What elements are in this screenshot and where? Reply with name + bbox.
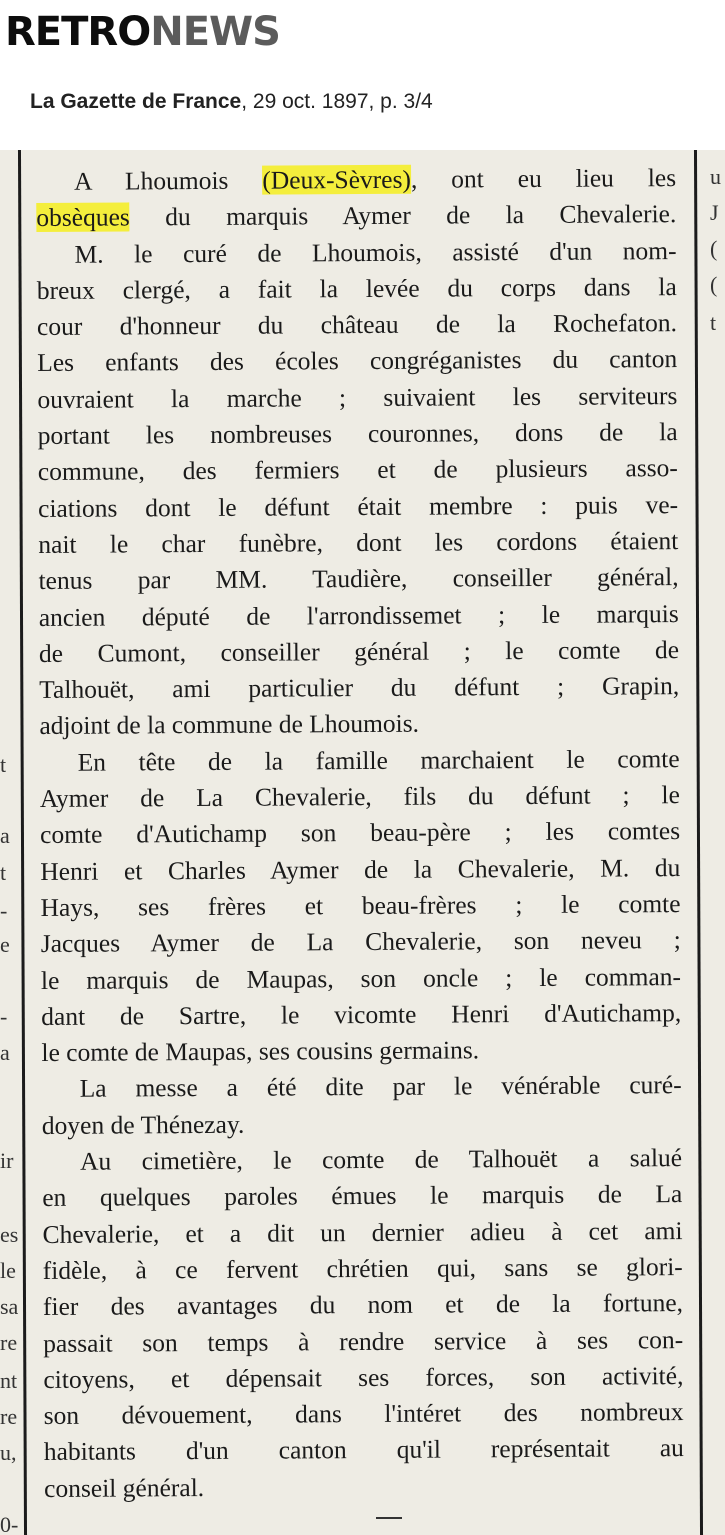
margin-fragment: sa [0, 1294, 19, 1319]
article-line: dant de Sartre, le vicomte Henri d'Autichamp, [41, 997, 682, 1031]
article-line: breux clergé, a fait la levée du corps dans la [36, 271, 677, 305]
source-citation [30, 88, 433, 116]
newspaper-scan [0, 150, 725, 1535]
margin-fragment: ( [710, 272, 718, 297]
article-line: commune, des fermiers et de plusieurs asso- [37, 453, 678, 487]
article-line: habitants d'un canton qu'il représentait au [43, 1433, 684, 1467]
article-line: doyen de Thénezay. [41, 1109, 245, 1140]
margin-fragment: t [0, 752, 7, 777]
section-separator [376, 1517, 402, 1519]
right-column-edge [710, 150, 725, 1535]
article-line: le marquis de Maupas, son oncle ; le comman- [40, 961, 682, 995]
margin-fragment: re [0, 1404, 18, 1429]
article-line: citoyens, et dépensait ses forces, son activité, [43, 1360, 684, 1394]
margin-fragment: J [710, 200, 719, 225]
article-line: obsèques du marquis Aymer de la Chevalerie. [36, 199, 677, 233]
logo-news: NEWS [150, 9, 280, 55]
article-line: Jacques Aymer de La Chevalerie, son neveu ; [40, 925, 681, 959]
margin-fragment: nt [0, 1368, 18, 1393]
margin-fragment: ( [710, 236, 718, 261]
article-line: Hays, ses frères et beau-frères ; le comte [40, 889, 681, 922]
article-line: La messe a été dite par le vénérable curé- [79, 1070, 682, 1104]
search-highlight: (Deux-Sèvres) [262, 164, 412, 195]
source-title[interactable]: La Gazette de France [30, 90, 242, 113]
margin-fragment: 0- [0, 1512, 19, 1535]
margin-fragment: u [710, 164, 721, 189]
article-line: passait son temps à rendre service à ses con- [43, 1324, 684, 1358]
article-line: Chevalerie, et a dit un dernier adieu à cet ami [42, 1215, 683, 1249]
article-line: ancien député de l'arrondissemet ; le marquis [38, 598, 679, 632]
article-line: A Lhoumois (Deux-Sèvres), ont eu lieu les [74, 163, 677, 196]
article-column [36, 160, 694, 1507]
article-line: Les enfants des écoles congréganistes du canton [37, 344, 678, 378]
margin-fragment: le [0, 1258, 16, 1283]
article-line: conseil général. [44, 1472, 205, 1503]
search-highlight: obsèques [36, 202, 130, 233]
article-line: fidèle, à ce fervent chrétien qui, sans se glori- [42, 1251, 683, 1285]
article-line: Au cimetière, le comte de Talhouët a salué [80, 1143, 683, 1176]
article-line: de Cumont, conseiller général ; le comte de [38, 634, 680, 668]
article-line: fier des avantages du nom et de la fortune, [42, 1288, 684, 1322]
margin-fragment: - [0, 1004, 8, 1029]
margin-fragment: e [0, 932, 10, 957]
logo-retro: RETRO [5, 9, 151, 55]
article-line: M. le curé de Lhoumois, assisté d'un nom- [74, 235, 677, 269]
site-header [0, 0, 725, 150]
article-line: ciations dont le défunt était membre : puis ve- [38, 489, 679, 523]
source-details: , 29 oct. 1897, p. 3/4 [241, 90, 433, 113]
margin-fragment: ir [0, 1148, 14, 1173]
column-rule-left [18, 150, 27, 1535]
article-line: ouvraient la marche ; suivaient les serviteurs [37, 380, 678, 414]
article-line: cour d'honneur du château de la Rochefaton. [36, 308, 678, 342]
margin-fragment: a [0, 823, 10, 848]
article-line: En tête de la famille marchaient le comte [77, 743, 680, 777]
article-line: nait le char funèbre, dont les cordons étaient [38, 526, 679, 559]
article-line: le comte de Maupas, ses cousins germains. [41, 1035, 480, 1068]
article-line: comte d'Autichamp son beau-père ; les comtes [40, 816, 681, 850]
article-line: portant les nombreuses couronnes, dons de la [37, 417, 678, 451]
column-rule-right [694, 150, 703, 1535]
article-line: Talhouët, ami particulier du défunt ; Grapin, [39, 671, 680, 705]
margin-fragment: re [0, 1330, 18, 1355]
margin-fragment: u, [0, 1440, 17, 1465]
margin-fragment: t [0, 860, 7, 885]
left-column-edge [0, 150, 18, 1535]
margin-fragment: es [0, 1222, 19, 1247]
margin-fragment: - [0, 898, 8, 923]
retronews-logo[interactable] [5, 8, 280, 56]
article-line: tenus par MM. Taudière, conseiller général, [38, 562, 679, 596]
article-line: en quelques paroles émues le marquis de La [42, 1179, 683, 1213]
article-line: Henri et Charles Aymer de la Chevalerie, M. du [40, 852, 681, 886]
article-line: Aymer de La Chevalerie, fils du défunt ; le [39, 780, 680, 814]
article-line: adjoint de la commune de Lhoumois. [39, 709, 420, 741]
margin-fragment: t [710, 310, 717, 335]
margin-fragment: a [0, 1040, 10, 1065]
article-line: son dévouement, dans l'intéret des nombreux [43, 1397, 684, 1431]
